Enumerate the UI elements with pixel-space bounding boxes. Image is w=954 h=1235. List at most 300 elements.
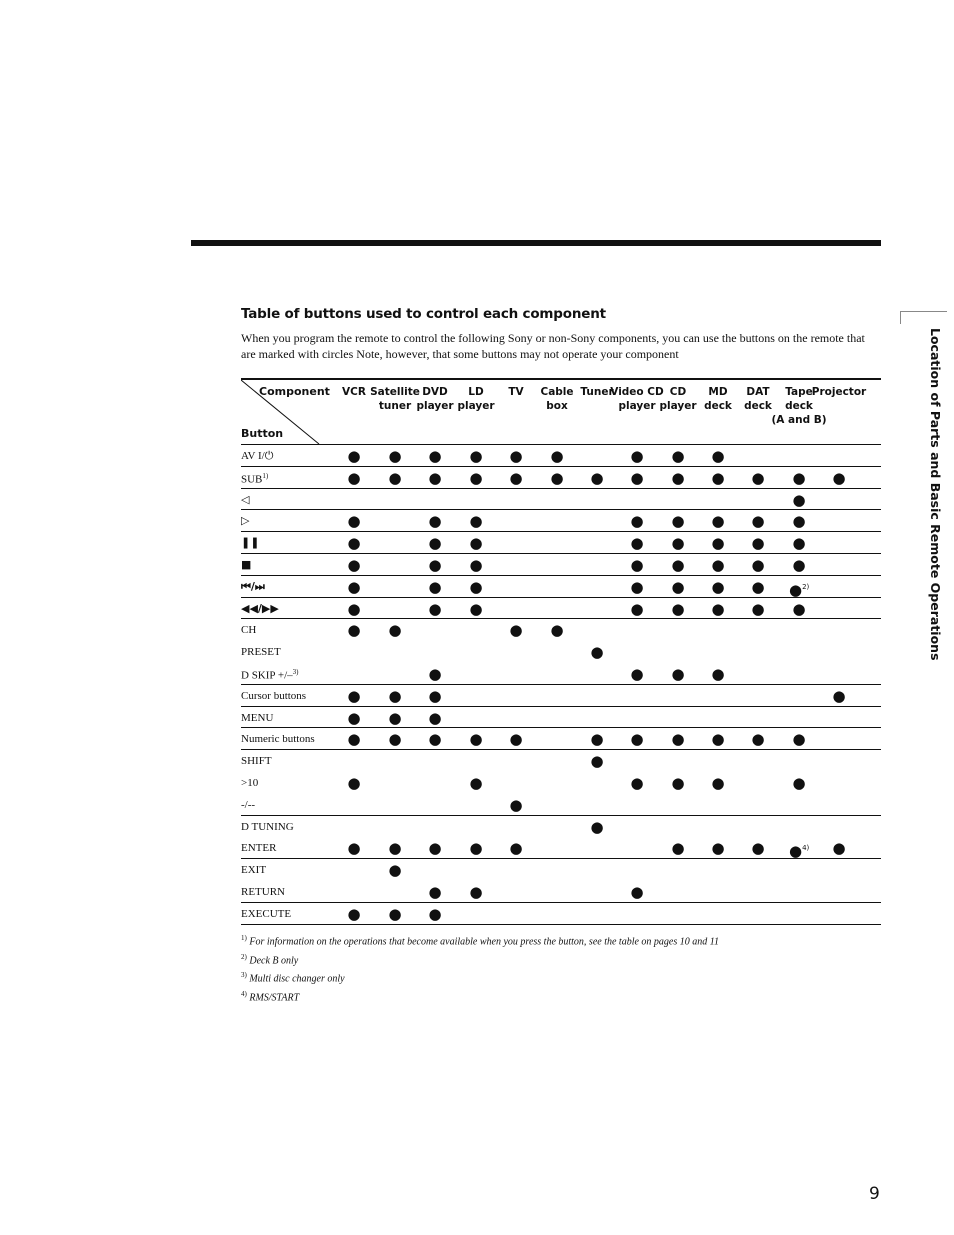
support-dot-glyph: ● — [671, 839, 685, 858]
support-dot — [425, 533, 445, 553]
support-dot — [708, 773, 728, 793]
support-dot — [627, 599, 647, 619]
support-dot — [425, 511, 445, 531]
support-dot — [748, 577, 768, 597]
support-dot-glyph: ● — [550, 621, 564, 640]
column-header-line: player — [659, 400, 697, 412]
support-dot-glyph: ● — [347, 730, 361, 749]
support-dot — [587, 817, 607, 837]
support-dot-glyph: ● — [347, 447, 361, 465]
support-dot — [668, 599, 688, 619]
row-label-text: Cursor buttons — [241, 689, 307, 702]
row-label-text: -/-- — [241, 798, 256, 811]
support-dot-glyph: ● — [347, 555, 361, 574]
support-dot — [748, 533, 768, 553]
support-dot-glyph: ● — [832, 839, 846, 858]
support-dot — [466, 577, 486, 597]
support-dot — [627, 773, 647, 793]
support-dot-glyph: ● — [469, 599, 483, 618]
support-dot-glyph: ● — [428, 577, 442, 596]
support-dot-glyph: ● — [590, 752, 604, 771]
table-row — [241, 467, 881, 489]
support-dot — [344, 599, 364, 619]
support-dot-glyph: ● — [428, 447, 442, 465]
support-dot-glyph: ● — [509, 839, 523, 858]
column-header-line: Projector — [811, 386, 867, 398]
support-dot — [425, 468, 445, 488]
support-dot-glyph: ● — [671, 730, 685, 749]
table-row — [241, 903, 881, 925]
support-dot — [627, 555, 647, 575]
support-dot — [708, 555, 728, 575]
support-dot-glyph: ● — [671, 599, 685, 618]
support-dot-glyph: ● — [590, 643, 604, 662]
support-dot-glyph: ● — [711, 839, 725, 858]
column-header-line: Cable — [540, 386, 574, 398]
row-label — [241, 712, 273, 724]
row-label — [241, 558, 251, 571]
table-row — [241, 641, 881, 663]
support-dot — [627, 664, 647, 684]
column-header-line: Satellite — [370, 386, 420, 398]
support-dot — [627, 468, 647, 488]
support-dot — [668, 577, 688, 597]
support-dot-glyph: ● — [671, 468, 685, 487]
support-dot-glyph: ● — [469, 534, 483, 553]
support-dot-glyph: ● — [711, 534, 725, 553]
support-dot-glyph: ● — [590, 468, 604, 487]
row-label-text: ■ — [241, 557, 252, 571]
support-dot-glyph: ● — [347, 839, 361, 858]
row-label — [241, 799, 255, 811]
row-label-text: ◀◀/▶▶ — [241, 601, 279, 615]
column-header-line: Tuner — [580, 386, 614, 398]
support-dot-glyph: ● — [347, 708, 361, 727]
support-dot — [385, 838, 405, 858]
support-dot — [748, 729, 768, 749]
support-dot — [668, 468, 688, 488]
table-row — [241, 576, 881, 598]
row-label-text: D SKIP +/– — [241, 669, 293, 682]
support-dot-glyph: ● — [711, 447, 725, 465]
support-dot-glyph: ● — [388, 839, 402, 858]
footnote-mark: 2) — [241, 952, 247, 961]
support-dot-glyph: ● — [347, 468, 361, 487]
support-dot — [587, 729, 607, 749]
table-row — [241, 619, 881, 641]
support-dot — [627, 882, 647, 902]
support-dot-glyph: ● — [711, 599, 725, 618]
side-section-title: Location of Parts and Basic Remote Operations — [928, 328, 943, 661]
support-dot-glyph: ● — [428, 599, 442, 618]
support-dot-glyph: ● — [789, 580, 803, 599]
table-body — [241, 445, 881, 925]
support-dot-glyph: ● — [711, 468, 725, 487]
support-dot-glyph: ● — [469, 555, 483, 574]
table-row — [241, 859, 881, 881]
row-label — [241, 472, 268, 486]
support-dot-glyph: ● — [428, 555, 442, 574]
support-dot-glyph: ● — [469, 773, 483, 792]
column-header-line: VCR — [342, 386, 366, 398]
support-dot-glyph: ● — [792, 773, 806, 792]
row-label-text: SHIFT — [241, 755, 272, 768]
table-row — [241, 663, 881, 685]
support-dot — [547, 446, 567, 466]
footnote — [241, 987, 719, 1006]
support-dot — [506, 729, 526, 749]
intro-paragraph: When you program the remote to control the following Sony or non-Sony components, you can use the buttons on the remote that are marked with circles Note, however, that some buttons may not operate your component — [241, 331, 865, 361]
column-header-line: Video CD — [610, 386, 664, 398]
column-header-line: DAT — [746, 386, 770, 398]
button-component-table — [241, 378, 881, 925]
support-dot — [344, 468, 364, 488]
support-dot — [547, 620, 567, 640]
support-dot — [587, 468, 607, 488]
support-dot-glyph: ● — [671, 577, 685, 596]
page-number: 9 — [869, 1184, 880, 1204]
support-dot-glyph: ● — [711, 773, 725, 792]
support-dot — [385, 686, 405, 706]
support-dot-glyph: ● — [388, 686, 402, 705]
support-dot-glyph: ● — [428, 708, 442, 727]
support-dot — [748, 838, 768, 858]
table-row — [241, 772, 881, 794]
footnote-text: For information on the operations that become available when you press the button, see the table on pages 10 and 11 — [246, 936, 720, 948]
support-dot — [668, 838, 688, 858]
support-dot — [587, 751, 607, 771]
support-dot — [385, 620, 405, 640]
row-label — [241, 602, 279, 615]
row-label — [241, 493, 249, 506]
table-row — [241, 489, 881, 511]
support-dot-glyph: ● — [751, 839, 765, 858]
support-dot-glyph: ● — [388, 708, 402, 727]
support-dot — [506, 446, 526, 466]
support-dot-glyph: ● — [711, 730, 725, 749]
row-label-text: SUB — [241, 473, 263, 486]
support-dot — [668, 533, 688, 553]
column-header-line: Tape — [785, 386, 813, 398]
column-header-line: tuner — [378, 400, 412, 412]
support-dot-glyph: ● — [711, 664, 725, 683]
support-dot — [506, 468, 526, 488]
row-label — [241, 690, 306, 702]
support-dot-glyph: ● — [428, 468, 442, 487]
support-dot — [708, 599, 728, 619]
support-dot — [466, 468, 486, 488]
support-dot-glyph: ● — [630, 534, 644, 553]
support-dot-glyph: ● — [509, 468, 523, 487]
column-header-line: deck — [704, 400, 732, 412]
footnote-text: RMS/START — [246, 992, 300, 1004]
support-dot — [466, 838, 486, 858]
support-dot-glyph: ● — [832, 686, 846, 705]
support-dot — [344, 533, 364, 553]
column-header — [807, 385, 871, 399]
support-dot-glyph: ● — [751, 599, 765, 618]
row-label-text: ENTER — [241, 842, 277, 855]
support-dot-glyph: ● — [428, 534, 442, 553]
row-label — [241, 821, 294, 833]
support-dot — [668, 511, 688, 531]
support-dot — [789, 838, 809, 861]
section-title: Table of buttons used to control each component — [241, 306, 606, 322]
support-dot — [708, 446, 728, 466]
support-dot — [789, 555, 809, 575]
support-dot — [344, 773, 364, 793]
support-dot-glyph: ● — [630, 773, 644, 792]
support-dot-glyph: ● — [751, 577, 765, 596]
row-label — [241, 908, 291, 920]
support-dot-glyph: ● — [630, 664, 644, 683]
support-dot-glyph: ● — [388, 730, 402, 749]
support-dot — [748, 599, 768, 619]
column-header-line: deck — [785, 400, 813, 412]
row-label-text: ▷ — [241, 514, 250, 528]
support-dot-glyph: ● — [347, 577, 361, 596]
support-dot — [789, 490, 809, 510]
table-row — [241, 510, 881, 532]
footnote — [241, 950, 719, 969]
support-dot — [627, 533, 647, 553]
row-label-text: CH — [241, 624, 257, 637]
support-dot-glyph: ● — [792, 490, 806, 509]
support-dot-glyph: ● — [428, 664, 442, 683]
support-dot — [425, 686, 445, 706]
row-label-text: PRESET — [241, 646, 281, 659]
table-row — [241, 794, 881, 816]
support-dot — [466, 533, 486, 553]
column-header-line: (A and B) — [771, 414, 827, 426]
row-label-text: ⏮/⏭ — [241, 579, 265, 593]
header-button-label: Button — [241, 427, 284, 440]
support-dot-glyph: ● — [630, 599, 644, 618]
row-label-text: Numeric buttons — [241, 733, 315, 746]
support-dot — [385, 904, 405, 924]
row-label-footnote-mark: 1) — [262, 471, 269, 480]
table-row — [241, 554, 881, 576]
support-dot — [829, 838, 849, 858]
support-dot — [466, 882, 486, 902]
support-dot — [708, 729, 728, 749]
support-dot-glyph: ● — [789, 842, 803, 861]
support-dot — [506, 795, 526, 815]
support-dot — [425, 664, 445, 684]
table-row — [241, 728, 881, 750]
support-dot — [829, 468, 849, 488]
support-dot-glyph: ● — [347, 621, 361, 640]
table-row — [241, 598, 881, 620]
column-header-line: LD — [468, 386, 484, 398]
support-dot — [547, 468, 567, 488]
column-header-line: player — [618, 400, 656, 412]
table-header — [241, 378, 881, 445]
support-dot-glyph: ● — [792, 555, 806, 574]
support-dot — [789, 729, 809, 749]
column-header-line: TV — [508, 386, 524, 398]
support-dot — [344, 577, 364, 597]
support-dot-glyph: ● — [428, 839, 442, 858]
table-row — [241, 707, 881, 729]
support-dot — [466, 446, 486, 466]
support-dot — [748, 555, 768, 575]
support-dot-glyph: ● — [590, 730, 604, 749]
row-label — [241, 646, 281, 658]
support-dot — [708, 468, 728, 488]
support-dot-glyph: ● — [428, 730, 442, 749]
row-label — [241, 580, 265, 594]
support-dot — [344, 708, 364, 728]
support-dot-glyph: ● — [630, 555, 644, 574]
support-dot-glyph: ● — [630, 447, 644, 465]
support-dot-glyph: ● — [469, 468, 483, 487]
row-label-text: AV I/⏻ — [241, 450, 274, 462]
support-dot-glyph: ● — [347, 599, 361, 618]
support-dot-glyph: ● — [630, 730, 644, 749]
row-label-text: D TUNING — [241, 820, 294, 833]
table-row — [241, 532, 881, 554]
footnotes — [241, 931, 719, 1006]
support-dot-glyph: ● — [630, 882, 644, 901]
support-dot — [385, 708, 405, 728]
row-label — [241, 668, 298, 682]
row-label — [241, 514, 249, 527]
support-dot-glyph: ● — [671, 773, 685, 792]
support-dot-glyph: ● — [792, 534, 806, 553]
support-dot — [789, 577, 809, 600]
support-dot-glyph: ● — [711, 577, 725, 596]
row-label-footnote-mark: 3) — [292, 667, 299, 676]
support-dot-glyph: ● — [388, 621, 402, 640]
support-dot — [425, 577, 445, 597]
support-dot — [748, 511, 768, 531]
table-row — [241, 837, 881, 859]
support-dot — [466, 599, 486, 619]
footnote-mark: 1) — [241, 934, 247, 942]
support-dot-glyph: ● — [590, 817, 604, 836]
support-dot-glyph: ● — [347, 686, 361, 705]
support-dot-glyph: ● — [469, 447, 483, 465]
support-dot — [425, 555, 445, 575]
support-dot — [385, 729, 405, 749]
row-label-text: EXECUTE — [241, 907, 292, 920]
column-header-line: MD — [708, 386, 728, 398]
support-dot-glyph: ● — [509, 795, 523, 814]
support-dot-glyph: ● — [751, 555, 765, 574]
support-dot-glyph: ● — [671, 664, 685, 683]
cell-footnote-mark: 4) — [802, 844, 810, 853]
support-dot-glyph: ● — [428, 686, 442, 705]
row-label — [241, 624, 256, 636]
support-dot-glyph: ● — [469, 882, 483, 901]
support-dot-glyph: ● — [751, 512, 765, 531]
support-dot-glyph: ● — [792, 512, 806, 531]
column-header-line: box — [546, 400, 568, 412]
support-dot-glyph: ● — [388, 904, 402, 923]
support-dot-glyph: ● — [388, 468, 402, 487]
row-label-text: ◁ — [241, 492, 250, 506]
support-dot — [344, 555, 364, 575]
support-dot-glyph: ● — [388, 861, 402, 880]
support-dot — [506, 620, 526, 640]
column-header-line: player — [457, 400, 495, 412]
support-dot — [425, 729, 445, 749]
support-dot — [668, 446, 688, 466]
support-dot-glyph: ● — [671, 534, 685, 553]
support-dot — [344, 729, 364, 749]
support-dot — [708, 533, 728, 553]
support-dot — [425, 599, 445, 619]
support-dot — [627, 446, 647, 466]
support-dot-glyph: ● — [550, 468, 564, 487]
row-label-text: EXIT — [241, 864, 267, 877]
support-dot — [344, 620, 364, 640]
support-dot-glyph: ● — [428, 882, 442, 901]
support-dot — [425, 882, 445, 902]
support-dot-glyph: ● — [469, 512, 483, 531]
header-component-label: Component — [259, 385, 330, 398]
footnote-text: Deck B only — [246, 955, 299, 967]
support-dot — [789, 511, 809, 531]
table-row — [241, 750, 881, 772]
support-dot — [789, 599, 809, 619]
support-dot — [506, 838, 526, 858]
table-row — [241, 816, 881, 838]
support-dot — [668, 729, 688, 749]
support-dot — [385, 468, 405, 488]
support-dot-glyph: ● — [751, 468, 765, 487]
column-header-line: DVD — [422, 386, 448, 398]
row-label — [241, 777, 258, 789]
support-dot — [708, 577, 728, 597]
footnote-mark: 4) — [241, 990, 247, 999]
support-dot-glyph: ● — [347, 904, 361, 923]
column-header-line: CD — [669, 386, 687, 398]
support-dot-glyph: ● — [792, 730, 806, 749]
support-dot-glyph: ● — [347, 534, 361, 553]
footnote-text: Multi disc changer only — [246, 973, 345, 985]
support-dot — [789, 468, 809, 488]
support-dot — [466, 729, 486, 749]
support-dot-glyph: ● — [630, 468, 644, 487]
support-dot-glyph: ● — [792, 599, 806, 618]
support-dot — [627, 729, 647, 749]
support-dot-glyph: ● — [469, 577, 483, 596]
support-dot — [829, 686, 849, 706]
support-dot — [708, 511, 728, 531]
row-label-text: ❚❚ — [241, 536, 260, 550]
support-dot-glyph: ● — [347, 512, 361, 531]
row-label — [241, 450, 273, 463]
support-dot — [425, 904, 445, 924]
support-dot — [708, 838, 728, 858]
row-label — [241, 864, 266, 876]
support-dot-glyph: ● — [630, 512, 644, 531]
support-dot — [789, 773, 809, 793]
support-dot-glyph: ● — [711, 512, 725, 531]
support-dot — [466, 773, 486, 793]
row-label-text: RETURN — [241, 885, 285, 898]
support-dot — [668, 664, 688, 684]
support-dot — [344, 904, 364, 924]
support-dot — [748, 468, 768, 488]
support-dot — [587, 642, 607, 662]
footnote — [241, 931, 719, 950]
row-label-text: >10 — [241, 776, 259, 789]
row-label — [241, 536, 259, 549]
support-dot — [425, 446, 445, 466]
